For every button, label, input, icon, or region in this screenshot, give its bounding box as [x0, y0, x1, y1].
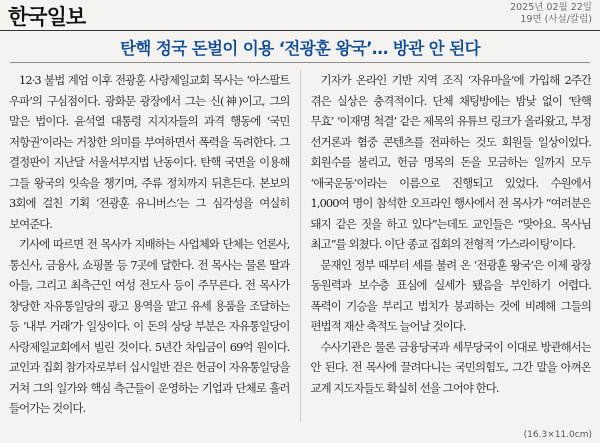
paragraph: 문재인 정부 때부터 세를 불려 온 ‘전광훈 왕국’은 이제 광장 동원력과 보수층 표심에 실세가 됐음을 부인하기 어렵다. 폭력이 기승을 부리고 법치가 붕괴하는 것에 비례해 그들의 편법적 재산 축적도 늘어날 것이다. [310, 257, 591, 333]
right-column [311, 70, 592, 422]
column-divider [300, 70, 301, 422]
editorial-headline: 탄핵 정국 돈벌이 이용 ‘전광훈 왕국’… 방관 안 된다 [120, 39, 480, 58]
page-section: 19면 (사설/칼럼) [520, 14, 592, 25]
article-body [9, 70, 591, 422]
publication-date: 2025년 02월 22일 [510, 2, 592, 13]
left-column [9, 70, 290, 422]
newspaper-logo: 한국일보 [8, 4, 86, 29]
paragraph: 12·3 불법 계엄 이후 전광훈 사랑제일교회 목사는 ‘아스팔트 우파’의 구심점이다. 광화문 광장에서 그는 신(神)이고, 그의 말은 법이다. 윤석열 대통령 지지자들의 과격 행동에 ‘국민 저항권’이라는 거창한 의미를 부여하면서 폭력을 독려한다. 그 결정판이 지난달 서울서부지법 난동이다. 탄핵 국면을 이용해 그들 왕국의 잇속을 챙기며, 주류 정치까지 뒤흔든다. 본보의 3회에 걸친 기획 ‘전광훈 유니버스’는 그 심각성을 여실히 보여준다. [9, 73, 290, 231]
top-rule [0, 30, 600, 31]
paragraph: 수사기관은 물론 금융당국과 세무당국이 이대로 방관해서는 안 된다. 전 목사에 끌려다니는 국민의힘도, 그간 말을 아껴온 교계 지도자들도 확실히 선을 그어야 한다. [310, 339, 591, 395]
article-size-note: (16.3×11.0cm) [523, 430, 592, 440]
publication-meta [510, 2, 592, 26]
headline-rule [10, 62, 590, 63]
paragraph: 기자가 온라인 기반 지역 조직 ‘자유마을’에 가입해 2주간 겪은 실상은 충격적이다. 단체 채팅방에는 밤낮 없이 ‘탄핵 무효’ ‘이재명 척결’ 같은 제목의 유튜브 링크가 올라왔고, 부정 선거론과 혐중 콘텐츠를 전파하는 것도 회원들 일상이었다. 회원수를 불리고, 헌금 명목의 돈을 모금하는 일까지 모두 ‘애국운동’이라는 이름으로 진행되고 있었다. 수원에서 1,000여 명이 참석한 오프라인 행사에서 전 목사가 “여러분은 돼지 같은 짓을 하고 있다”는데도 교인들은 “맞아요. 목사님 최고”를 외쳤다. 이단 종교 집회의 전형적 ‘가스라이팅’이다. [310, 73, 591, 251]
paragraph: 기사에 따르면 전 목사가 지배하는 사업체와 단체는 언론사, 통신사, 금융사, 쇼핑몰 등 7곳에 달한다. 전 목사는 물론 딸과 아들, 그리고 최측근인 여성 전도사 등이 주무른다. 전 목사가 창당한 자유통일당의 광고 용역을 맡고 유세 용품을 조달하는 등 ‘내부 거래’가 일상이다. 이 돈의 상당 부분은 자유통일당이 사랑제일교회에서 빌린 것이다. 5년간 차입금이 69억 원이다. 교인과 집회 참가자로부터 십시일반 걷은 헌금이 자유통일당을 거쳐 그의 일가와 핵심 측근들이 운영하는 기업과 단체로 흘러 들어가는 것이다. [9, 237, 290, 415]
